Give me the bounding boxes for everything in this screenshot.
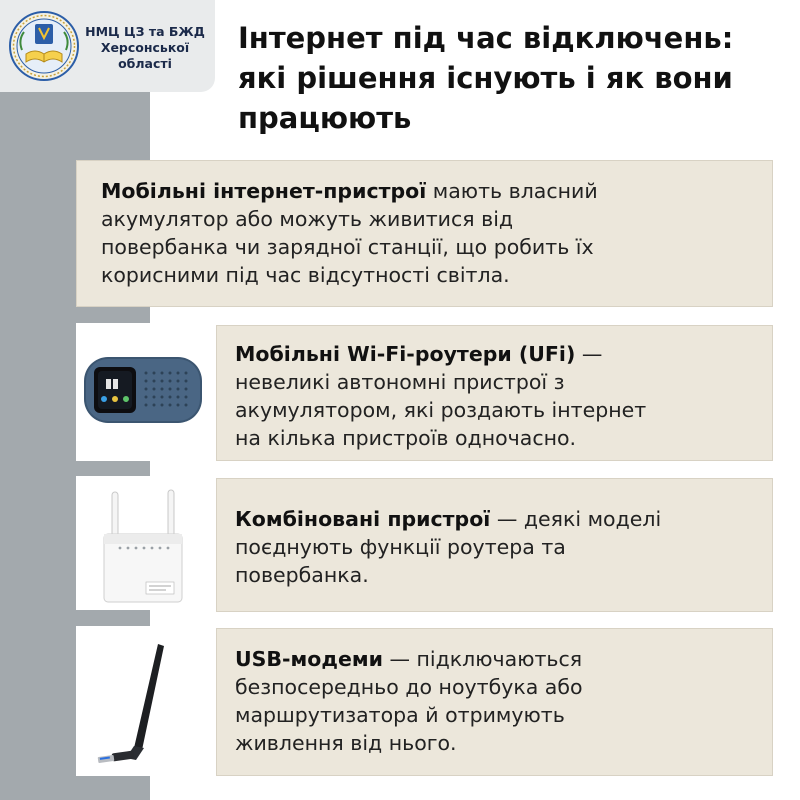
org-line-2: Херсонської bbox=[100, 40, 190, 55]
card-line-bold: USB-модеми bbox=[235, 647, 383, 671]
card-line: повербанка. bbox=[235, 563, 369, 587]
card-line bbox=[235, 340, 765, 368]
combo-router-image bbox=[76, 476, 208, 610]
card-line: акумулятором, які роздають інтернет bbox=[235, 398, 647, 422]
card-line bbox=[101, 177, 761, 205]
usb-modem-icon bbox=[76, 626, 208, 776]
card-line bbox=[235, 505, 765, 533]
org-line-1: НМЦ ЦЗ та БЖД bbox=[85, 24, 205, 39]
card-line-bold: Комбіновані пристрої bbox=[235, 507, 491, 531]
card-line-rest: мають власний bbox=[426, 179, 598, 203]
info-card-text bbox=[101, 177, 761, 289]
org-line-3: області bbox=[118, 56, 172, 71]
card-line-rest: — bbox=[575, 342, 603, 366]
card-line-rest: — підключаються bbox=[382, 647, 583, 671]
usb-modem-image bbox=[76, 626, 208, 776]
page-title bbox=[238, 18, 778, 138]
card-line bbox=[235, 645, 765, 673]
organization-logo-block bbox=[0, 0, 215, 92]
card-line-bold: Мобільні інтернет-пристрої bbox=[101, 179, 427, 203]
card-line: корисними під час відсутності світла. bbox=[101, 263, 510, 287]
card-line-bold: Мобільні Wi-Fi-роутери (UFi) bbox=[235, 342, 576, 366]
card-line: на кілька пристроїв одночасно. bbox=[235, 426, 577, 450]
card-line: повербанка чи зарядної станції, що робить їх bbox=[101, 235, 594, 259]
info-card-mobile-wifi-routers bbox=[216, 325, 773, 461]
card-line: поєднують функції роутера та bbox=[235, 535, 566, 559]
info-card-text bbox=[235, 505, 765, 589]
card-line: невеликі автономні пристрої з bbox=[235, 370, 565, 394]
info-card-text bbox=[235, 645, 765, 757]
info-card-combined-devices bbox=[216, 478, 773, 612]
card-line-rest: — деякі моделі bbox=[490, 507, 662, 531]
mobile-wifi-router-image bbox=[76, 323, 208, 461]
info-card-mobile-devices bbox=[76, 160, 773, 307]
title-line-3: працюють bbox=[238, 101, 412, 135]
card-line: маршрутизатора й отримують bbox=[235, 703, 565, 727]
mobile-wifi-router-icon bbox=[76, 323, 208, 461]
router-with-antennas-icon bbox=[76, 476, 208, 610]
card-line: акумулятор або можуть живитися від bbox=[101, 207, 514, 231]
info-card-text bbox=[235, 340, 765, 452]
organization-emblem-icon bbox=[8, 10, 80, 82]
title-line-1: Інтернет під час відключень: bbox=[238, 21, 734, 55]
title-line-2: які рішення існують і як вони bbox=[238, 61, 733, 95]
card-line: безпосередньо до ноутбука або bbox=[235, 675, 583, 699]
organization-name bbox=[80, 24, 210, 72]
card-line: живлення від нього. bbox=[235, 731, 457, 755]
info-card-usb-modems bbox=[216, 628, 773, 776]
